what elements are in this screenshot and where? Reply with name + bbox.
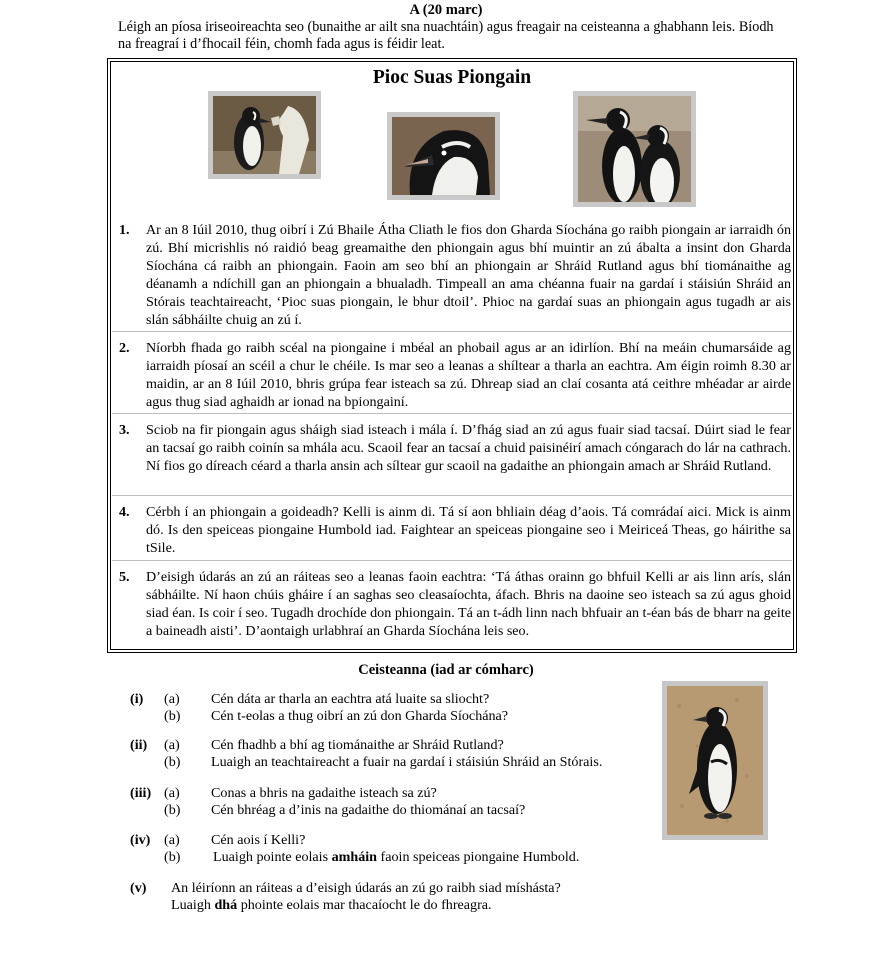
article-paragraph-5: [119, 568, 791, 640]
question-text: Cén aois í Kelli?: [211, 832, 306, 848]
paragraph-text: Níorbh fhada go raibh scéal na piongaine i mbéal an phobail agus ar an idirlíon. Bhí na meáin chumarsáide ag iarraidh píosaí an scéil a chur le chéile. Is mar seo a leanas a shíltear a tharla an eachtra. Am éigin roimh 8.30 ar maidin, ar an 8 Iúil 2010, bhris grúpa fear isteach sa zú. Dhreap siad an claí cosanta atá ceithre mhéadar ar airde agus thug siad aghaidh ar ionad na bpiongainí.: [146, 340, 791, 410]
question-part-label: (b): [164, 754, 181, 770]
section-heading: A (20 marc): [409, 2, 483, 18]
article-box-inner-border: [110, 61, 794, 650]
penguin-with-gloved-hand-icon: [213, 96, 316, 174]
paragraph-number: 1.: [119, 222, 130, 238]
standing-penguin-icon: [667, 686, 763, 835]
question-text: Cén t-eolas a thug oibrí an zú don Gharda Síochána?: [211, 708, 509, 724]
question-text: Luaigh pointe eolais amháin faoin speiceas piongaine Humbold.: [213, 849, 580, 865]
question-text: Cén dáta ar tharla an eachtra atá luaite sa sliocht?: [211, 691, 490, 707]
penguin-head-closeup-icon: [392, 117, 495, 195]
questions-heading: Ceisteanna (iad ar cómharc): [358, 662, 534, 678]
question-part-label: (a): [164, 785, 180, 801]
paragraph-text: Sciob na fir piongain agus sháigh siad isteach i mála í. D’fhág siad an zú agus fuair siad tacsaí. Dúirt siad le fear an tacsaí go raibh coinín sa mhála acu. Scaoil fear an tacsaí a chuid paisinéirí amach cóngarach do lár na cathrach. Ní fios go díreach céard a tharla ansin ach síltear gur scaoil na gadaithe an phiongain amach ar Shráid Rutland.: [146, 422, 791, 474]
question-text: Cén fhadhb a bhí ag tiománaithe ar Shráid Rutland?: [211, 737, 504, 753]
question-part-label: (a): [164, 832, 180, 848]
article-paragraph-1: [119, 221, 791, 329]
question-number: (ii): [130, 737, 148, 753]
question-part-label: (a): [164, 737, 180, 753]
two-penguins-photo: [573, 91, 696, 207]
paragraph-text: D’eisigh údarás an zú an ráiteas seo a leanas faoin eachtra: ‘Tá áthas orainn go bhfuil Kelli ar ais linn arís, slán sábháilte. Ní haon chúis gháire í an saghas seo cleasaíochta, áfach. Bhris na daoine seo isteach sa zú agus ghoid siad éan. Is coir í seo. Tugadh drochíde don phiongain. Tá an t-ádh linn nach bhfuair an t-éan bás de bharr na geite a baineadh aisti’. D’aontaigh urlabhraí an Gharda Síochána leis seo.: [146, 569, 791, 639]
question-text: Cén bhréag a d’inis na gadaithe do thiománaí an tacsaí?: [211, 802, 526, 818]
instructions-text: Léigh an píosa iriseoireachta seo (bunaithe ar ailt sna nuachtáin) agus freagair na ceisteanna a ghabhann leis. Bíodh na freagraí i d’fhocail féin, chomh fada agus is féidir leat.: [118, 19, 774, 52]
article-title: Pioc Suas Piongain: [372, 67, 532, 88]
article-paragraph-2: [119, 339, 791, 411]
article-paragraph-4: [119, 503, 791, 557]
question-number: (i): [130, 691, 144, 707]
question-number: (v): [130, 880, 147, 896]
paragraph-number: 5.: [119, 569, 130, 585]
standing-penguin-photo: [662, 681, 768, 840]
paragraph-divider: [112, 560, 792, 561]
two-penguins-icon: [578, 96, 691, 202]
paragraph-text: Cérbh í an phiongain a goideadh? Kelli is ainm di. Tá sí aon bhliain déag d’aois. Tá comrádaí aici. Mick is ainm dó. Is den speiceas piongaine Humbold iad. Faightear an speiceas piongaine seo i Meiriceá Theas, go háirithe sa tSile.: [146, 504, 791, 556]
penguin-head-closeup-photo: [387, 112, 500, 200]
question-part-label: (b): [164, 849, 181, 865]
question-text: Luaigh an teachtaireacht a fuair na gardaí i stáisiún Shráid an Stórais.: [211, 754, 603, 770]
penguin-with-gloved-hand-photo: [208, 91, 321, 179]
question-text: An léiríonn an ráiteas a d’eisigh údarás an zú go raibh siad míshásta?: [171, 880, 561, 896]
paragraph-divider: [112, 413, 792, 414]
question-number: (iv): [130, 832, 151, 848]
emphasis-text: amháin: [331, 849, 378, 865]
paragraph-divider: [112, 495, 792, 496]
paragraph-number: 4.: [119, 504, 130, 520]
emphasis-text: dhá: [214, 897, 238, 913]
question-number: (iii): [130, 785, 152, 801]
article-box: [107, 58, 797, 653]
question-part-label: (b): [164, 708, 181, 724]
paragraph-number: 3.: [119, 422, 130, 438]
question-text: Conas a bhris na gadaithe isteach sa zú?: [211, 785, 437, 801]
paragraph-text: Ar an 8 Iúil 2010, thug oibrí i Zú Bhaile Átha Cliath le fios don Gharda Síochána go raibh piongain ar iarraidh ón zú. Bhí micrishlis nó raidió beag greamaithe den phiongain agus bhí muintir an zú ábalta a insint don Gharda Síochána cá raibh an phiongain. Faoin am seo bhí an phiongain ar Shráid Rutland agus bhí tiománaithe ag déanamh a ndíchill gan an phiongain a bhualadh. Timpeall an ama chéanna fuair na gardaí i stáisiún Shráid an Stórais teachtaireacht, ‘Pioc suas piongain, le bhur dtoil’. Phioc na gardaí suas an phiongain agus tugadh ar ais slán sábháilte chuig an zú í.: [146, 222, 791, 328]
paragraph-divider: [112, 331, 792, 332]
question-part-label: (b): [164, 802, 181, 818]
paragraph-number: 2.: [119, 340, 130, 356]
article-paragraph-3: [119, 421, 791, 475]
question-text: Luaigh dhá phointe eolais mar thacaíocht le do fhreagra.: [171, 897, 492, 913]
question-part-label: (a): [164, 691, 180, 707]
